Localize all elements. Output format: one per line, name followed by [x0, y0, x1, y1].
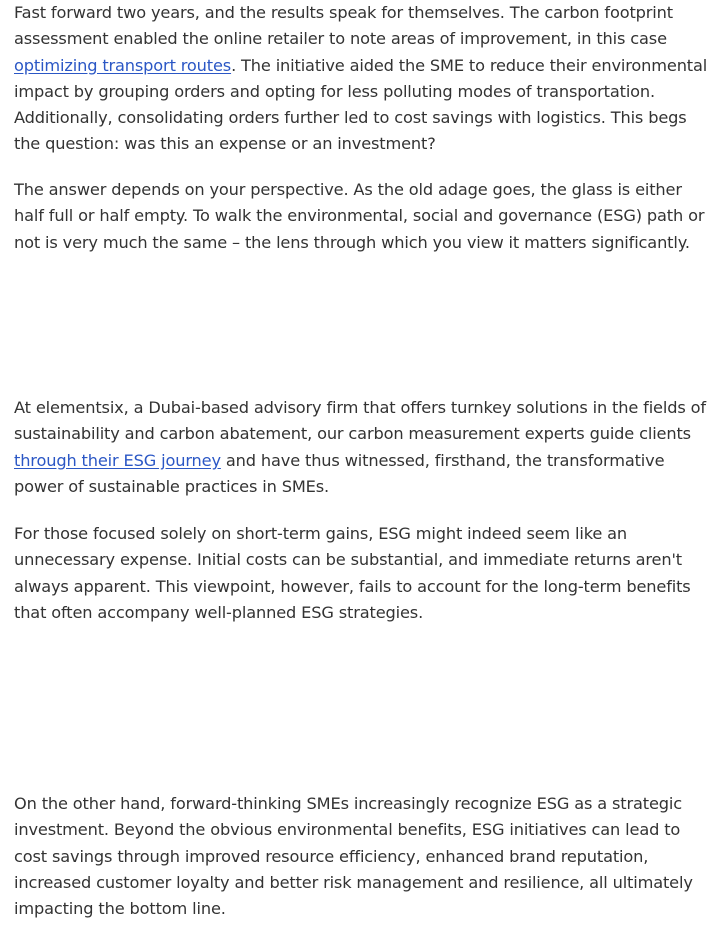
paragraph-text: At elementsix, a Dubai-based advisory firm that offers turnkey solutions in the fields of sustainability and carbon abatement, our carbon measurement experts guide clients — [14, 398, 706, 444]
paragraph-results — [14, 0, 710, 158]
blank-space — [14, 262, 710, 392]
link-optimizing-transport-routes[interactable]: optimizing transport routes — [14, 55, 232, 75]
paragraph-elementsix — [14, 395, 710, 500]
paragraph-perspective: The answer depends on your perspective. As the old adage goes, the glass is either half full or half empty. To walk the environmental, social and governance (ESG) path or not is very much the same – the lens through which you view it matters significantly. — [14, 180, 705, 252]
blank-space — [14, 630, 710, 790]
paragraph-text: Fast forward two years, and the results speak for themselves. The carbon footprint assessment enabled the online retailer to note areas of improvement, in this case — [14, 3, 673, 49]
paragraph-short-term: For those focused solely on short-term gains, ESG might indeed seem like an unnecessary expense. Initial costs can be substantial, and immediate returns aren't always apparent. This viewpoint, however, fails to account for the long-term benefits that often accompany well-planned ESG strategies. — [14, 524, 691, 622]
paragraph-text: and have thus witnessed, firsthand, the transformative power of sustainable practices in SMEs. — [14, 450, 665, 496]
paragraph-strategic-investment: On the other hand, forward-thinking SMEs increasingly recognize ESG as a strategic investment. Beyond the obvious environmental benefits, ESG initiatives can lead to cost savings through improved resource efficiency, enhanced brand reputation, increased customer loyalty and better risk management and resilience, all ultimately impacting the bottom line. — [14, 794, 693, 919]
paragraph-text: . The initiative aided the SME to reduce their environmental impact by grouping orders and opting for less polluting modes of transportation. Additionally, consolidating orders further led to cost savings with logistics. This begs the question: was this an expense or an investment? — [14, 55, 708, 154]
link-esg-journey[interactable]: through their ESG journey — [14, 450, 221, 470]
